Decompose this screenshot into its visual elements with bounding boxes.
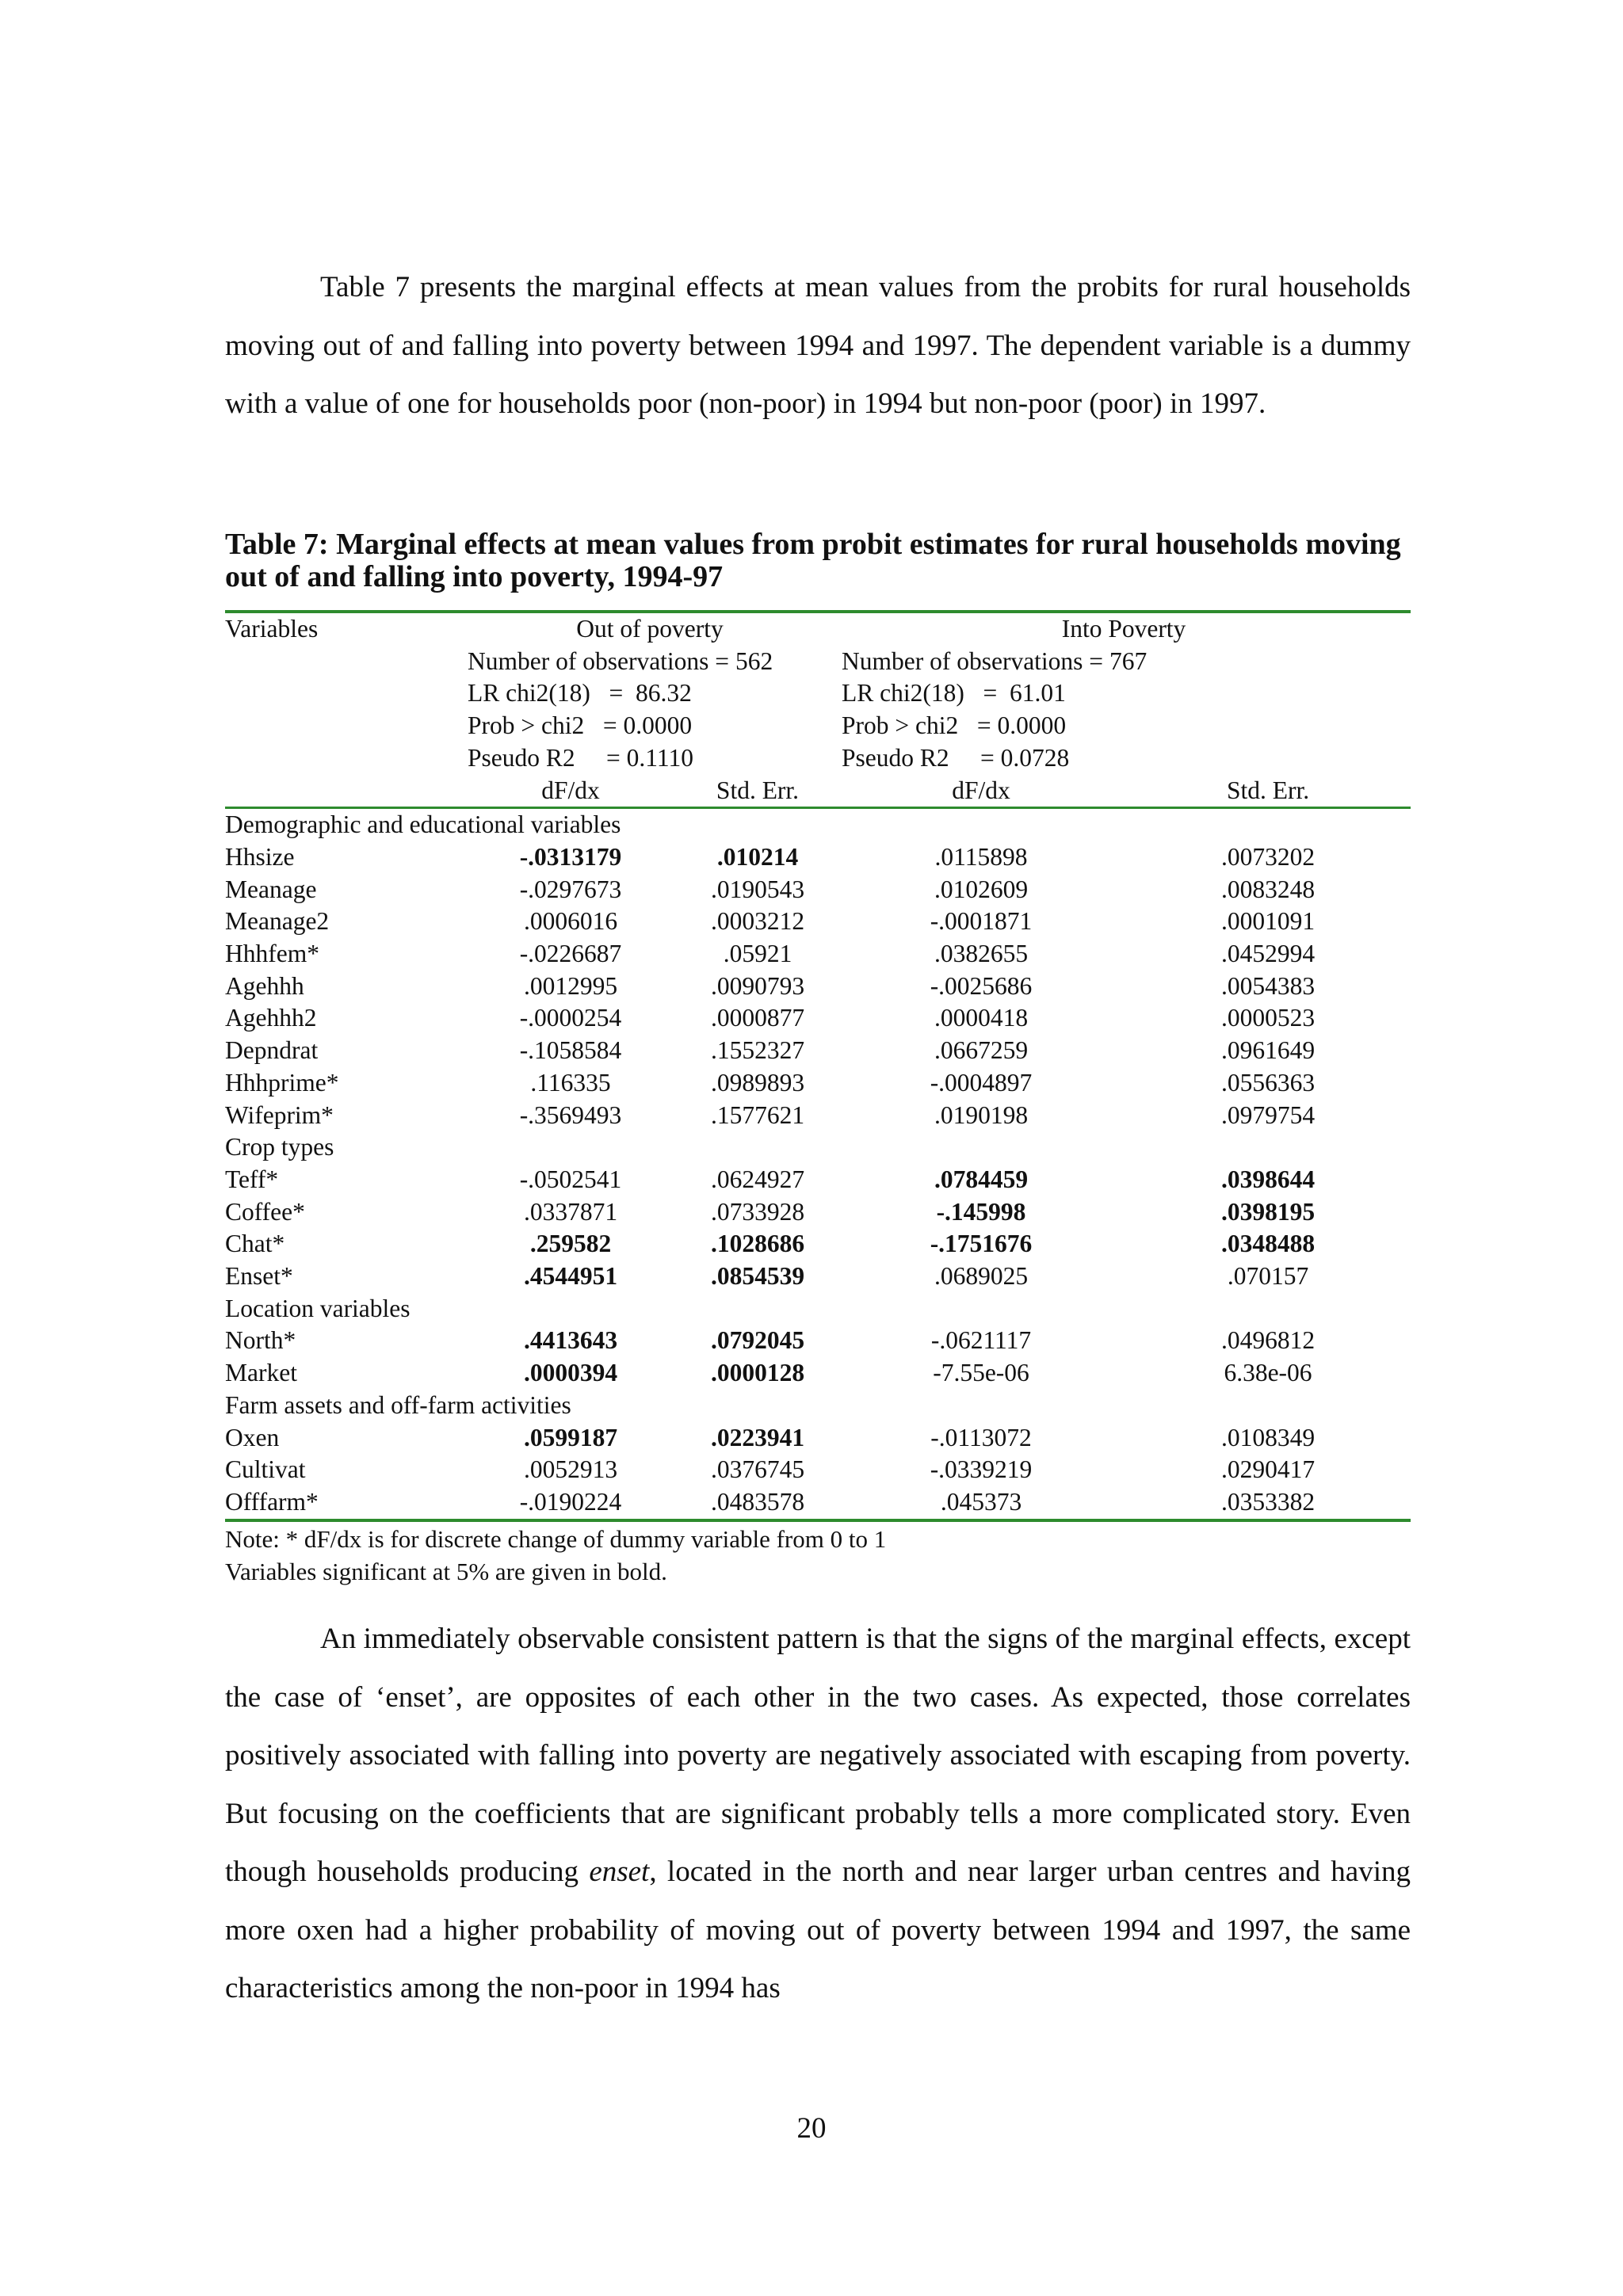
out-dfdx-header: dF/dx	[541, 776, 600, 804]
table-title: Table 7: Marginal effects at mean values from probit estimates for rural households moving out of and falling into poverty, 1994-97	[225, 528, 1401, 593]
section-header-row	[225, 1131, 1411, 1164]
variables-header: Variables	[225, 615, 319, 643]
out-stat: LR chi2(18) = 86.32	[468, 679, 692, 707]
out-stderr-cell: .0624927	[710, 1165, 805, 1193]
into-dfdx-header: dF/dx	[952, 776, 1010, 804]
table-row	[225, 906, 1411, 938]
variable-name: North*	[225, 1326, 296, 1355]
into-dfdx-cell: -7.55e-06	[933, 1359, 1029, 1387]
out-stat: Number of observations = 562	[468, 646, 773, 675]
variable-name: Cultivat	[225, 1455, 306, 1484]
table-row	[225, 1325, 1411, 1357]
into-poverty-header: Into Poverty	[1061, 615, 1186, 643]
section-header-row	[225, 1390, 1411, 1422]
into-stderr-cell: .0108349	[1220, 1423, 1316, 1451]
into-dfdx-cell: .0190198	[934, 1100, 1029, 1129]
header-row-groups	[225, 612, 1411, 646]
out-stderr-cell: .1552327	[710, 1036, 805, 1065]
into-stderr-cell: .0290417	[1220, 1455, 1316, 1484]
into-stderr-cell: .0452994	[1220, 940, 1316, 968]
into-stderr-cell: .0398644	[1220, 1165, 1316, 1193]
into-dfdx-cell: -.0001871	[930, 907, 1033, 936]
into-dfdx-cell: -.0621117	[930, 1326, 1032, 1355]
into-stderr-cell: .0001091	[1220, 907, 1316, 936]
section-header-row	[225, 808, 1411, 841]
discussion-paragraph	[225, 1610, 1411, 2018]
into-stat: Pseudo R2 = 0.0728	[842, 743, 1070, 772]
out-dfdx-cell: -.0502541	[519, 1165, 622, 1193]
variable-name: Agehhh2	[225, 1004, 317, 1032]
into-stderr-cell: .0979754	[1220, 1100, 1316, 1129]
table-row	[225, 1067, 1411, 1100]
into-dfdx-cell: -.1751676	[930, 1230, 1033, 1258]
table-notes	[225, 1523, 1411, 1588]
out-stderr-cell: .0376745	[710, 1455, 805, 1484]
variable-name: Chat*	[225, 1230, 285, 1258]
into-stderr-cell: .070157	[1227, 1262, 1309, 1291]
out-dfdx-cell: -.0313179	[519, 842, 622, 871]
variable-name: Teff*	[225, 1165, 279, 1193]
discussion-text-part1: An immediately observable consistent pattern is that the signs of the marginal effects, except the case of ‘enset’, are opposites of each other in the two cases. As expected, those correlates positively associated with falling into poverty are negatively associated with escaping from poverty. But focusing on the coefficients that are significant probably tells a more complicated story. Even though households producing	[225, 1623, 1411, 1888]
header-stat-row	[225, 646, 1411, 678]
out-stderr-cell: .05921	[723, 940, 792, 968]
out-stderr-cell: .0090793	[710, 971, 805, 1000]
enset-italic: enset	[589, 1855, 650, 1888]
out-stderr-cell: .0483578	[710, 1487, 805, 1516]
out-dfdx-cell: -.0226687	[519, 940, 622, 968]
out-dfdx-cell: .0599187	[523, 1423, 618, 1451]
table-row	[225, 1196, 1411, 1229]
out-stderr-cell: .0733928	[710, 1197, 805, 1226]
variable-name: Hhsize	[225, 842, 295, 871]
into-dfdx-cell: .0784459	[934, 1165, 1029, 1193]
out-dfdx-cell: .0000394	[523, 1359, 618, 1387]
out-stderr-cell: .1577621	[710, 1100, 805, 1129]
out-stderr-cell: .0000128	[710, 1359, 805, 1387]
into-dfdx-cell: .0667259	[934, 1036, 1029, 1065]
table-row	[225, 1002, 1411, 1035]
into-stderr-cell: .0000523	[1220, 1004, 1316, 1032]
table-row	[225, 938, 1411, 971]
table-row	[225, 1035, 1411, 1067]
table-note: Variables significant at 5% are given in bold.	[225, 1558, 667, 1585]
intro-paragraph-text: Table 7 presents the marginal effects at mean values from the probits for rural households moving out of and falling into poverty between 1994 and 1997. The dependent variable is a dummy with a value of one for households poor (non-poor) in 1994 but non-poor (poor) in 1997.	[225, 271, 1411, 420]
section-title: Farm assets and off-farm activities	[225, 1390, 571, 1419]
out-dfdx-cell: .0052913	[523, 1455, 618, 1484]
into-stderr-cell: .0398195	[1220, 1197, 1316, 1226]
results-table-container	[225, 610, 1411, 1522]
into-dfdx-cell: -.145998	[936, 1197, 1026, 1226]
into-dfdx-cell: .0102609	[934, 875, 1029, 903]
out-stat: Pseudo R2 = 0.1110	[468, 743, 693, 772]
results-table	[225, 610, 1411, 1522]
out-dfdx-cell: .4544951	[523, 1262, 618, 1291]
intro-paragraph	[225, 258, 1411, 433]
page-number: 20	[796, 2112, 827, 2145]
into-stderr-cell: .0054383	[1220, 971, 1316, 1000]
variable-name: Meanage2	[225, 907, 330, 936]
out-stat: Prob > chi2 = 0.0000	[468, 711, 693, 740]
table-row	[225, 1100, 1411, 1132]
out-stderr-cell: .0003212	[710, 907, 805, 936]
into-stderr-cell: .0961649	[1220, 1036, 1316, 1065]
into-stat: LR chi2(18) = 61.01	[842, 679, 1066, 707]
into-stderr-cell: .0083248	[1220, 875, 1316, 903]
into-dfdx-cell: -.0113072	[930, 1423, 1032, 1451]
into-stat: Number of observations = 767	[842, 646, 1148, 675]
header-stat-row	[225, 742, 1411, 775]
into-stderr-cell: .0348488	[1220, 1230, 1316, 1258]
table-row	[225, 971, 1411, 1003]
out-dfdx-cell: -.3569493	[519, 1100, 622, 1129]
variable-name: Hhhprime*	[225, 1068, 339, 1097]
variable-name: Market	[225, 1359, 297, 1387]
table-note: Note: * dF/dx is for discrete change of dummy variable from 0 to 1	[225, 1525, 887, 1553]
table-row	[225, 874, 1411, 906]
out-stderr-cell: .0000877	[710, 1004, 805, 1032]
into-stderr-cell: .0556363	[1220, 1068, 1316, 1097]
out-stderr-cell: .0223941	[710, 1423, 805, 1451]
out-stderr-cell: .0989893	[710, 1068, 805, 1097]
variable-name: Meanage	[225, 875, 317, 903]
into-dfdx-cell: -.0339219	[930, 1455, 1033, 1484]
out-dfdx-cell: -.0297673	[519, 875, 622, 903]
out-stderr-cell: .0854539	[710, 1262, 805, 1291]
discussion-text-part2: , located in the north and near larger urban centres and having more oxen had a higher probability of moving out of poverty between 1994 and 1997, the same characteristics among the non-poor in 1994 has	[225, 1855, 1411, 2004]
table-row	[225, 1454, 1411, 1486]
section-title: Crop types	[225, 1133, 334, 1161]
into-stderr-header: Std. Err.	[1226, 776, 1310, 804]
into-dfdx-cell: .0115898	[934, 842, 1028, 871]
variable-name: Enset*	[225, 1262, 293, 1291]
out-stderr-header: Std. Err.	[716, 776, 800, 804]
out-dfdx-cell: .0012995	[523, 971, 618, 1000]
into-dfdx-cell: -.0004897	[930, 1068, 1033, 1097]
variable-name: Coffee*	[225, 1197, 305, 1226]
section-title: Demographic and educational variables	[225, 810, 621, 839]
out-dfdx-cell: .0006016	[523, 907, 618, 936]
table-row	[225, 1357, 1411, 1390]
into-dfdx-cell: .045373	[940, 1487, 1022, 1516]
out-stderr-cell: .1028686	[710, 1230, 805, 1258]
out-dfdx-cell: .116335	[530, 1068, 611, 1097]
into-dfdx-cell: .0689025	[934, 1262, 1029, 1291]
out-dfdx-cell: .259582	[529, 1230, 612, 1258]
table-row	[225, 1261, 1411, 1293]
variable-name: Hhhfem*	[225, 940, 319, 968]
out-stderr-cell: .0190543	[710, 875, 805, 903]
variable-name: Agehhh	[225, 971, 304, 1000]
header-stat-row	[225, 710, 1411, 742]
into-dfdx-cell: .0000418	[934, 1004, 1029, 1032]
into-stderr-cell: .0073202	[1220, 842, 1316, 871]
out-of-poverty-header: Out of poverty	[576, 615, 724, 643]
into-dfdx-cell: .0382655	[934, 940, 1029, 968]
header-row-columns	[225, 775, 1411, 808]
into-stat: Prob > chi2 = 0.0000	[842, 711, 1067, 740]
table-row	[225, 1164, 1411, 1196]
table-row	[225, 1422, 1411, 1455]
variable-name: Offfarm*	[225, 1487, 319, 1516]
section-header-row	[225, 1293, 1411, 1325]
out-dfdx-cell: .0337871	[523, 1197, 618, 1226]
out-stderr-cell: .0792045	[710, 1326, 805, 1355]
out-dfdx-cell: -.1058584	[519, 1036, 622, 1065]
out-dfdx-cell: -.0000254	[519, 1004, 622, 1032]
variable-name: Oxen	[225, 1423, 280, 1451]
variable-name: Wifeprim*	[225, 1100, 334, 1129]
table-row	[225, 841, 1411, 874]
results-table-body	[225, 612, 1411, 1520]
table-row	[225, 1228, 1411, 1261]
out-dfdx-cell: -.0190224	[519, 1487, 622, 1516]
into-stderr-cell: 6.38e-06	[1224, 1359, 1312, 1387]
variable-name: Depndrat	[225, 1036, 319, 1065]
out-dfdx-cell: .4413643	[523, 1326, 618, 1355]
table-row	[225, 1486, 1411, 1520]
into-stderr-cell: .0496812	[1220, 1326, 1316, 1355]
into-dfdx-cell: -.0025686	[930, 971, 1033, 1000]
header-stat-row	[225, 677, 1411, 710]
section-title: Location variables	[225, 1294, 411, 1322]
into-stderr-cell: .0353382	[1220, 1487, 1316, 1516]
out-stderr-cell: .010214	[716, 842, 799, 871]
